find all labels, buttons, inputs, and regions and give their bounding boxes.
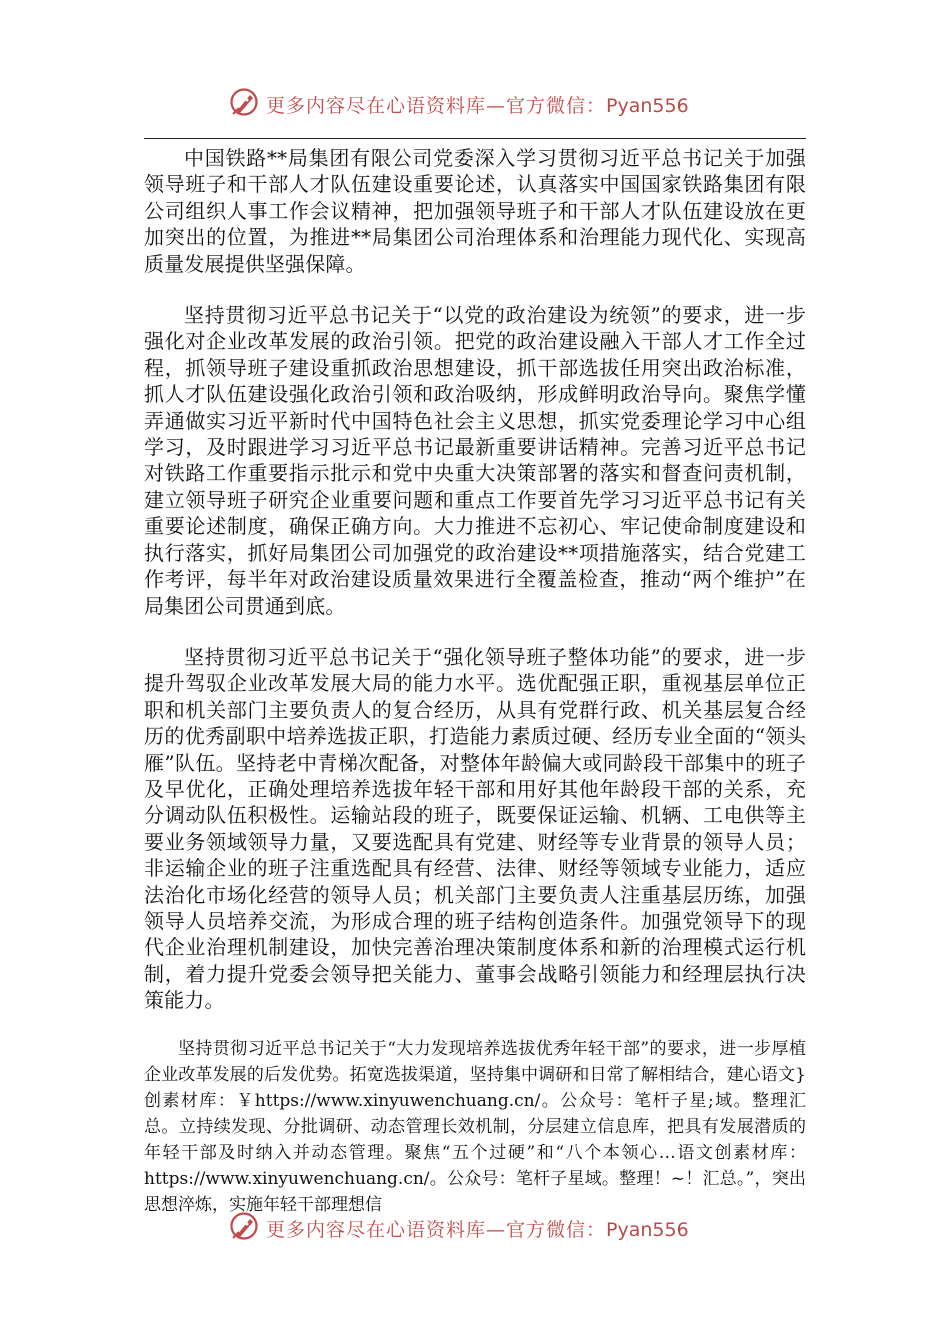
header-divider — [144, 138, 806, 139]
paragraph-political-building: 坚持贯彻习近平总书记关于“以党的政治建设为统领”的要求，进一步强化对企业改革发展的政治引领。把党的政治建设融入干部人才工作全过程，抓领导班子建设重抓政治思想建设，抓干部选拔任用突出政治标准，抓人才队伍建设强化政治引领和政治吸纳，形成鲜明政治导向。聚焦学懂弄通做实习近平新时代中国特色社会主义思想，抓实党委理论学习中心组学习，及时跟进学习习近平总书记最新重要讲话精神。完善习近平总书记对铁路工作重要指示批示和党中央重大决策部署的落实和督查问责机制，建立领导班子研究企业重要问题和重点工作要首先学习习近平总书记有关重要论述制度，确保正确方向。大力推进不忘初心、牢记使命制度建设和执行落实，抓好局集团公司加强党的政治建设**项措施落实，结合党建工作考评，每半年对政治建设质量效果进行全覆盖检查，推动“两个维护”在局集团公司贯通到底。 — [144, 303, 806, 618]
wechat-id: Pyan556 — [606, 1219, 689, 1241]
watermark-text: 更多内容尽在心语资料库—官方微信：Pyan556 — [266, 1219, 689, 1241]
pen-nib-icon — [228, 1210, 260, 1242]
document-body — [144, 145, 806, 1218]
paragraph-leadership-team: 坚持贯彻习近平总书记关于“强化领导班子整体功能”的要求，进一步提升驾驭企业改革发展大局的能力水平。选优配强正职，重视基层单位正职和机关部门主要负责人的复合经历，从具有党群行政、机关基层复合经历的优秀副职中培养选拔正职，打造能力素质过硬、经历专业全面的“领头雁”队伍。坚持老中青梯次配备，对整体年龄偏大或同龄段干部集中的班子及早优化，正确处理培养选拔年轻干部和用好其他年龄段干部的关系，充分调动队伍积极性。运输站段的班子，既要保证运输、机辆、工电供等主要业务领域领导力量，又要选配具有党建、财经等专业背景的领导人员；非运输企业的班子注重选配具有经营、法律、财经等领域专业能力，适应法治化市场化经营的领导人员；机关部门主要负责人注重基层历练，加强领导人员培养交流，为形成合理的班子结构创造条件。加强党领导下的现代企业治理机制建设，加快完善治理决策制度体系和新的治理模式运行机制，着力提升党委会领导把关能力、董事会战略引领能力和经理层执行决策能力。 — [144, 644, 806, 1013]
pen-nib-icon — [228, 86, 260, 118]
footer-watermark — [0, 1208, 950, 1248]
paragraph-young-cadres: 坚持贯彻习近平总书记关于“大力发现培养选拔优秀年轻干部”的要求，进一步厚植企业改革发展的后发优势。拓宽选拔渠道，坚持集中调研和日常了解相结合，建心语文}创素材库：￥https://www.xinyuwenchuang.cn/。公众号：笔杆子星;域。整理汇总。立持续发现、分批调研、动态管理长效机制，分层建立信息库，把具有发展潜质的年轻干部及时纳入并动态管理。聚焦“五个过硬”和“八个本领心…语文创素材库：https://www.xinyuwenchuang.cn/。公众号：笔杆子星域。整理！~！汇总。”，突出思想淬炼，实施年轻干部理想信 — [144, 1038, 806, 1215]
header-watermark — [0, 84, 950, 124]
wechat-id: Pyan556 — [606, 95, 689, 117]
watermark-text: 更多内容尽在心语资料库—官方微信：Pyan556 — [266, 95, 689, 117]
paragraph-intro: 中国铁路**局集团有限公司党委深入学习贯彻习近平总书记关于加强领导班子和干部人才队伍建设重要论述，认真落实中国国家铁路集团有限公司组织人事工作会议精神，把加强领导班子和干部人才队伍建设放在更加突出的位置，为推进**局集团公司治理体系和治理能力现代化、实现高质量发展提供坚强保障。 — [144, 146, 806, 276]
